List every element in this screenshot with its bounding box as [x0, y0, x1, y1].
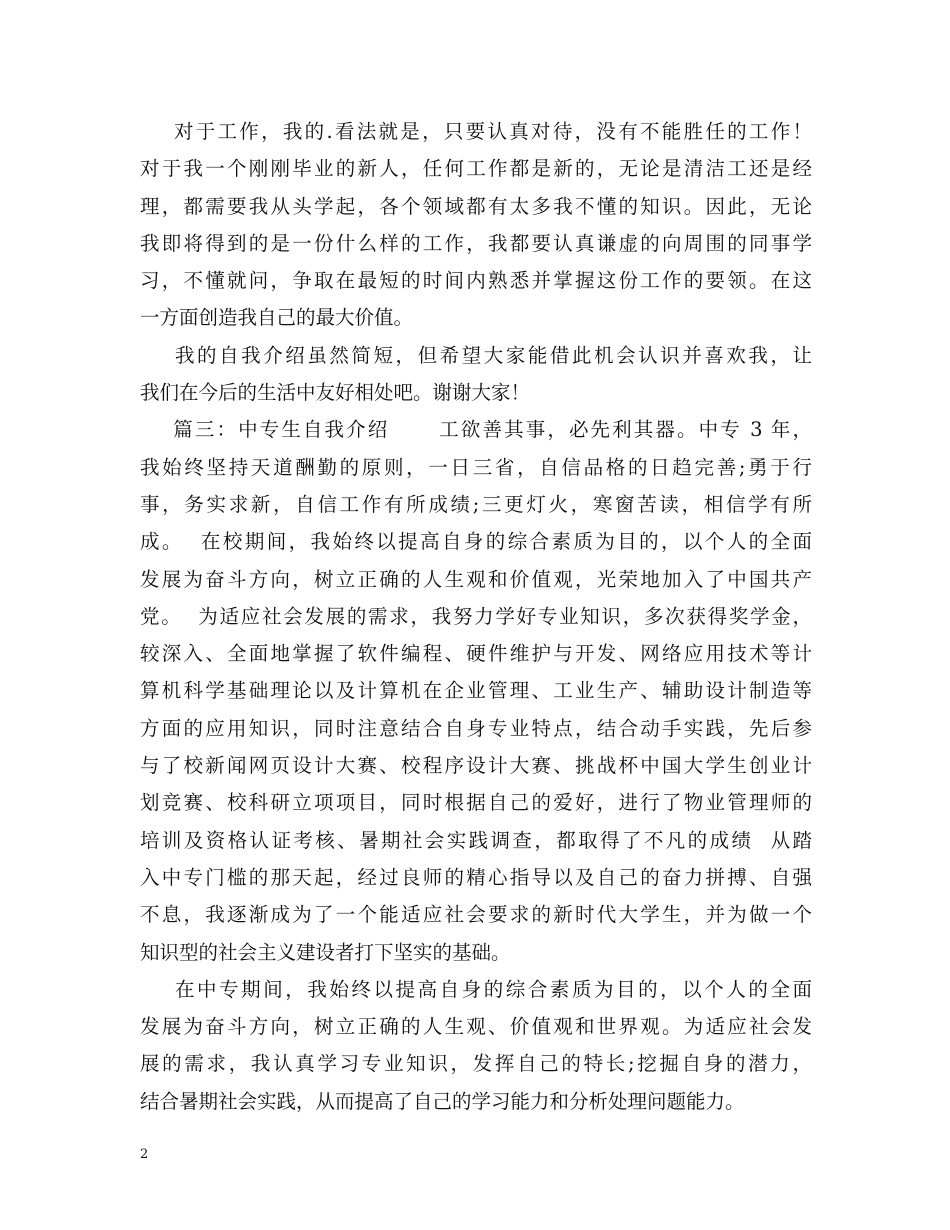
text-line: 结合暑期社会实践，从而提高了自己的学习能力和分析处理问题能力。	[140, 1089, 745, 1113]
text-line: 展的需求，我认真学习专业知识，发挥自己的特长;挖掘自身的潜力，	[140, 1052, 812, 1076]
text-line: 我们在今后的生活中友好相处吧。谢谢大家！	[140, 381, 531, 405]
text-line: 事，务实求新，自信工作有所成绩;三更灯火，寒窗苦读，相信学有所	[140, 492, 812, 516]
text-line: 在中专期间，我始终以提高自身的综合素质为目的，以个人的全面	[140, 977, 812, 1001]
text-line: 算机科学基础理论以及计算机在企业管理、工业生产、辅助设计制造等	[140, 679, 812, 703]
body-text	[140, 113, 812, 1120]
text-line: 对于我一个刚刚毕业的新人，任何工作都是新的，无论是清洁工还是经	[140, 157, 812, 181]
text-line: 党。 为适应社会发展的需求，我努力学好专业知识，多次获得奖学金，	[140, 604, 812, 628]
text-line: 培训及资格认证考核、暑期社会实践调查，都取得了不凡的成绩 从踏	[140, 828, 812, 852]
text-line: 与了校新闻网页设计大赛、校程序设计大赛、挑战杯中国大学生创业计	[140, 754, 812, 778]
text-line: 理，都需要我从头学起，各个领域都有太多我不懂的知识。因此，无论	[140, 194, 812, 218]
text-line: 方面的应用知识，同时注意结合自身专业特点，结合动手实践，先后参	[140, 716, 812, 740]
text-line: 习，不懂就问，争取在最短的时间内熟悉并掌握这份工作的要领。在这	[140, 269, 812, 293]
text-line: 不息，我逐渐成为了一个能适应社会要求的新时代大学生，并为做一个	[140, 903, 812, 927]
text-line: 一方面创造我自己的最大价值。	[140, 306, 414, 330]
text-line: 入中专门槛的那天起，经过良师的精心指导以及自己的奋力拼搏、自强	[140, 865, 812, 889]
text-line: 知识型的社会主义建设者打下坚实的基础。	[140, 940, 511, 964]
text-line: 篇三：中专生自我介绍 工欲善其事，必先利其器。中专 3 年，	[140, 418, 812, 442]
text-line: 划竞赛、校科研立项项目，同时根据自己的爱好，进行了物业管理师的	[140, 791, 812, 815]
page-number: 2	[140, 1147, 149, 1162]
text-line: 发展为奋斗方向，树立正确的人生观、价值观和世界观。为适应社会发	[140, 1015, 812, 1039]
text-line: 我即将得到的是一份什么样的工作，我都要认真谦虚的向周围的同事学	[140, 231, 812, 255]
text-line: 发展为奋斗方向，树立正确的人生观和价值观，光荣地加入了中国共产	[140, 567, 812, 591]
text-line: 我的自我介绍虽然简短，但希望大家能借此机会认识并喜欢我，让	[140, 343, 812, 367]
text-line: 较深入、全面地掌握了软件编程、硬件维护与开发、网络应用技术等计	[140, 642, 812, 666]
text-line: 对于工作，我的.看法就是，只要认真对待，没有不能胜任的工作！	[140, 120, 812, 143]
text-line: 我始终坚持天道酬勤的原则，一日三省，自信品格的日趋完善;勇于行	[140, 455, 812, 479]
text-line: 成。 在校期间，我始终以提高自身的综合素质为目的，以个人的全面	[140, 530, 812, 554]
